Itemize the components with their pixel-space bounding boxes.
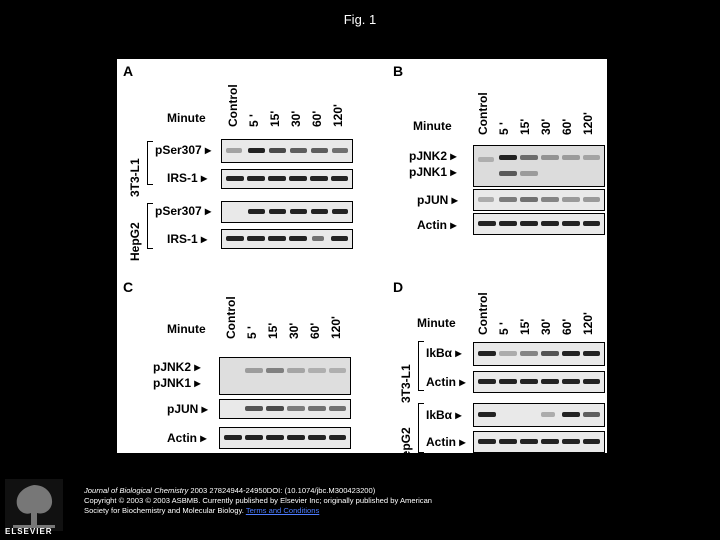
- blot-band: [520, 351, 538, 356]
- blot-band: [520, 171, 538, 176]
- blot-band: [266, 406, 284, 411]
- blot-strip: [473, 213, 605, 235]
- blot-band: [562, 155, 580, 160]
- blot-strip: [473, 371, 605, 393]
- blot-strip: [221, 201, 353, 223]
- panel-b-lane-label: 5 ': [497, 122, 511, 135]
- blot-strip: [473, 403, 605, 427]
- row-label-text: Actin: [417, 218, 447, 232]
- row-label-text: pSer307: [155, 204, 202, 218]
- blot-band: [520, 439, 538, 444]
- panel-d-lane-label: 15': [518, 318, 532, 335]
- panel-b-row-label: pJUN ▸: [417, 193, 458, 207]
- panel-d-cell-line-label: HepG2: [399, 427, 413, 466]
- row-label-text: Actin: [426, 375, 456, 389]
- society-text: Society for Biochemistry and Molecular Biology.: [84, 506, 244, 515]
- panel-c-lane-label: 15': [266, 322, 280, 339]
- panel-a-row-label: IRS-1 ▸: [167, 171, 208, 185]
- blot-band: [287, 406, 305, 411]
- blot-band: [290, 148, 307, 153]
- blot-strip: [221, 139, 353, 163]
- panel-a-minute-label: Minute: [167, 111, 206, 125]
- blot-band: [499, 171, 517, 176]
- blot-band: [287, 368, 305, 373]
- row-label-text: IkBα: [426, 346, 453, 360]
- blot-band: [269, 148, 286, 153]
- blot-band: [308, 368, 326, 373]
- panel-c-row-label: pJUN ▸: [167, 402, 208, 416]
- blot-band: [541, 412, 555, 417]
- blot-strip: [473, 342, 605, 366]
- blot-band: [248, 209, 265, 214]
- blot-band: [247, 236, 265, 241]
- blot-band: [541, 351, 559, 356]
- panel-d-lane-label: Control: [476, 292, 490, 335]
- blot-band: [562, 379, 580, 384]
- blot-strip: [221, 229, 353, 249]
- blot-band: [329, 368, 346, 373]
- panel-b-lane-label: 120': [581, 112, 595, 135]
- row-label-text: IkBα: [426, 408, 453, 422]
- blot-band: [562, 221, 580, 226]
- blot-strip: [473, 145, 605, 187]
- blot-band: [541, 155, 559, 160]
- journal-name: Journal of Biological Chemistry: [84, 486, 189, 495]
- blot-band: [499, 197, 517, 202]
- blot-band: [245, 368, 263, 373]
- blot-band: [562, 412, 580, 417]
- row-label-text: pJNK2: [153, 360, 192, 374]
- blot-band: [499, 155, 517, 160]
- blot-band: [269, 209, 286, 214]
- panel-c-row-label: pJNK1 ▸: [153, 376, 201, 390]
- blot-band: [331, 236, 348, 241]
- blot-band: [541, 197, 559, 202]
- panel-d-lane-label: 120': [581, 312, 595, 335]
- blot-band: [308, 435, 326, 440]
- row-label-text: IRS-1: [167, 232, 198, 246]
- citation-details: 2003 27824944-24950DOI: (10.1074/jbc.M300423200): [188, 486, 376, 495]
- panel-a-letter: A: [123, 63, 134, 79]
- blot-band: [289, 236, 307, 241]
- row-label-text: Actin: [426, 435, 456, 449]
- blot-band: [247, 176, 265, 181]
- blot-band: [329, 406, 346, 411]
- citation-footer: [84, 486, 564, 516]
- blot-band: [541, 221, 559, 226]
- blot-band: [562, 439, 580, 444]
- panel-a-lane-label: 5 ': [247, 114, 261, 127]
- blot-strip: [219, 357, 351, 395]
- blot-band: [583, 197, 600, 202]
- panel-d-bracket: [418, 341, 424, 391]
- panel-c-row-label: Actin ▸: [167, 431, 207, 445]
- blot-band: [520, 221, 538, 226]
- panel-a-cell-line-label: HepG2: [128, 222, 142, 261]
- row-label-text: Actin: [167, 431, 197, 445]
- blot-band: [266, 368, 284, 373]
- figure-panel: [117, 59, 607, 466]
- blot-band: [541, 379, 559, 384]
- panel-a-bracket: [147, 203, 153, 249]
- panel-a-lane-label: 120': [331, 104, 345, 127]
- blot-strip: [473, 431, 605, 453]
- blot-strip: [473, 189, 605, 211]
- blot-band: [245, 435, 263, 440]
- blot-band: [290, 209, 307, 214]
- blot-band: [520, 379, 538, 384]
- panel-b-lane-label: 60': [560, 118, 574, 135]
- terms-link[interactable]: Terms and Conditions: [245, 506, 320, 515]
- blot-band: [583, 221, 600, 226]
- blot-strip: [219, 427, 351, 449]
- blot-strip: [221, 169, 353, 189]
- blot-band: [311, 209, 328, 214]
- panel-c-minute-label: Minute: [167, 322, 206, 336]
- blot-band: [499, 439, 517, 444]
- row-label-text: pJNK2: [409, 149, 448, 163]
- copyright-line: Copyright © 2003 © 2003 ASBMB. Currently published by Elsevier Inc; originally published by American: [84, 496, 433, 505]
- row-label-text: pJNK1: [153, 376, 192, 390]
- blot-band: [287, 435, 305, 440]
- panel-c-lane-label: 30': [287, 322, 301, 339]
- panel-a-lane-label: Control: [226, 84, 240, 127]
- row-label-text: pJUN: [417, 193, 449, 207]
- blot-band: [266, 435, 284, 440]
- panel-d-letter: D: [393, 279, 404, 295]
- blot-band: [499, 379, 517, 384]
- blot-band: [245, 406, 263, 411]
- panel-d-bracket: [418, 403, 424, 453]
- panel-c-lane-label: Control: [224, 296, 238, 339]
- panel-c-letter: C: [123, 279, 134, 295]
- blot-band: [331, 176, 348, 181]
- panel-a-row-label: pSer307 ▸: [155, 143, 212, 157]
- panel-b-lane-label: 30': [539, 118, 553, 135]
- blot-band: [478, 412, 496, 417]
- blot-band: [478, 351, 496, 356]
- blot-band: [562, 197, 580, 202]
- panel-b-row-label: Actin ▸: [417, 218, 457, 232]
- panel-b-minute-label: Minute: [413, 119, 452, 133]
- panel-b-lane-label: Control: [476, 92, 490, 135]
- row-label-text: pJNK1: [409, 165, 448, 179]
- blot-band: [248, 148, 265, 153]
- blot-band: [268, 236, 286, 241]
- blot-band: [499, 351, 517, 356]
- blot-band: [583, 155, 600, 160]
- blot-band: [478, 379, 496, 384]
- blot-band: [332, 148, 348, 153]
- blot-band: [329, 435, 346, 440]
- blot-band: [478, 157, 494, 162]
- figure-title: Fig. 1: [343, 12, 377, 27]
- panel-d-lane-label: 30': [539, 318, 553, 335]
- blot-band: [583, 412, 600, 417]
- blot-band: [583, 379, 600, 384]
- blot-band: [583, 351, 600, 356]
- panel-d-row-label: Actin ▸: [426, 435, 466, 449]
- blot-band: [310, 176, 328, 181]
- blot-band: [478, 197, 494, 202]
- panel-d-minute-label: Minute: [417, 316, 456, 330]
- panel-b-row-label: pJNK2 ▸: [409, 149, 457, 163]
- blot-strip: [219, 399, 351, 419]
- panel-a-lane-label: 15': [268, 110, 282, 127]
- society-line: [84, 506, 564, 516]
- panel-b-letter: B: [393, 63, 404, 79]
- panel-c-lane-label: 5 ': [245, 326, 259, 339]
- panel-d-lane-label: 5 ': [497, 322, 511, 335]
- blot-band: [332, 209, 348, 214]
- blot-band: [520, 155, 538, 160]
- blot-band: [308, 406, 326, 411]
- panel-d-row-label: IkBα ▸: [426, 408, 462, 422]
- panel-a-lane-label: 60': [310, 110, 324, 127]
- panel-c-lane-label: 60': [308, 322, 322, 339]
- blot-band: [226, 176, 244, 181]
- panel-d-row-label: Actin ▸: [426, 375, 466, 389]
- publisher-logo-text: ELSEVIER: [5, 527, 53, 536]
- row-label-text: pJUN: [167, 402, 199, 416]
- panel-a-row-label: pSer307 ▸: [155, 204, 212, 218]
- blot-band: [520, 197, 538, 202]
- blot-band: [268, 176, 286, 181]
- panel-d-cell-line-label: 3T3-L1: [399, 364, 413, 403]
- blot-band: [311, 148, 328, 153]
- panel-d-lane-label: 60': [560, 318, 574, 335]
- blot-band: [224, 435, 242, 440]
- panel-b-row-label: pJNK1 ▸: [409, 165, 457, 179]
- blot-band: [583, 439, 600, 444]
- blot-band: [478, 439, 496, 444]
- panel-b-lane-label: 15': [518, 118, 532, 135]
- panel-c-row-label: pJNK2 ▸: [153, 360, 201, 374]
- blot-band: [478, 221, 496, 226]
- blot-band: [226, 236, 244, 241]
- blot-band: [289, 176, 307, 181]
- panel-a-cell-line-label: 3T3-L1: [128, 158, 142, 197]
- row-label-text: pSer307: [155, 143, 202, 157]
- row-label-text: IRS-1: [167, 171, 198, 185]
- panel-a-row-label: IRS-1 ▸: [167, 232, 208, 246]
- blot-band: [499, 221, 517, 226]
- blot-band: [312, 236, 324, 241]
- panel-c-lane-label: 120': [329, 316, 343, 339]
- citation-line: [84, 486, 564, 496]
- panel-a-lane-label: 30': [289, 110, 303, 127]
- panel-d-row-label: IkBα ▸: [426, 346, 462, 360]
- panel-a-bracket: [147, 141, 153, 185]
- blot-band: [226, 148, 242, 153]
- blot-band: [562, 351, 580, 356]
- blot-band: [541, 439, 559, 444]
